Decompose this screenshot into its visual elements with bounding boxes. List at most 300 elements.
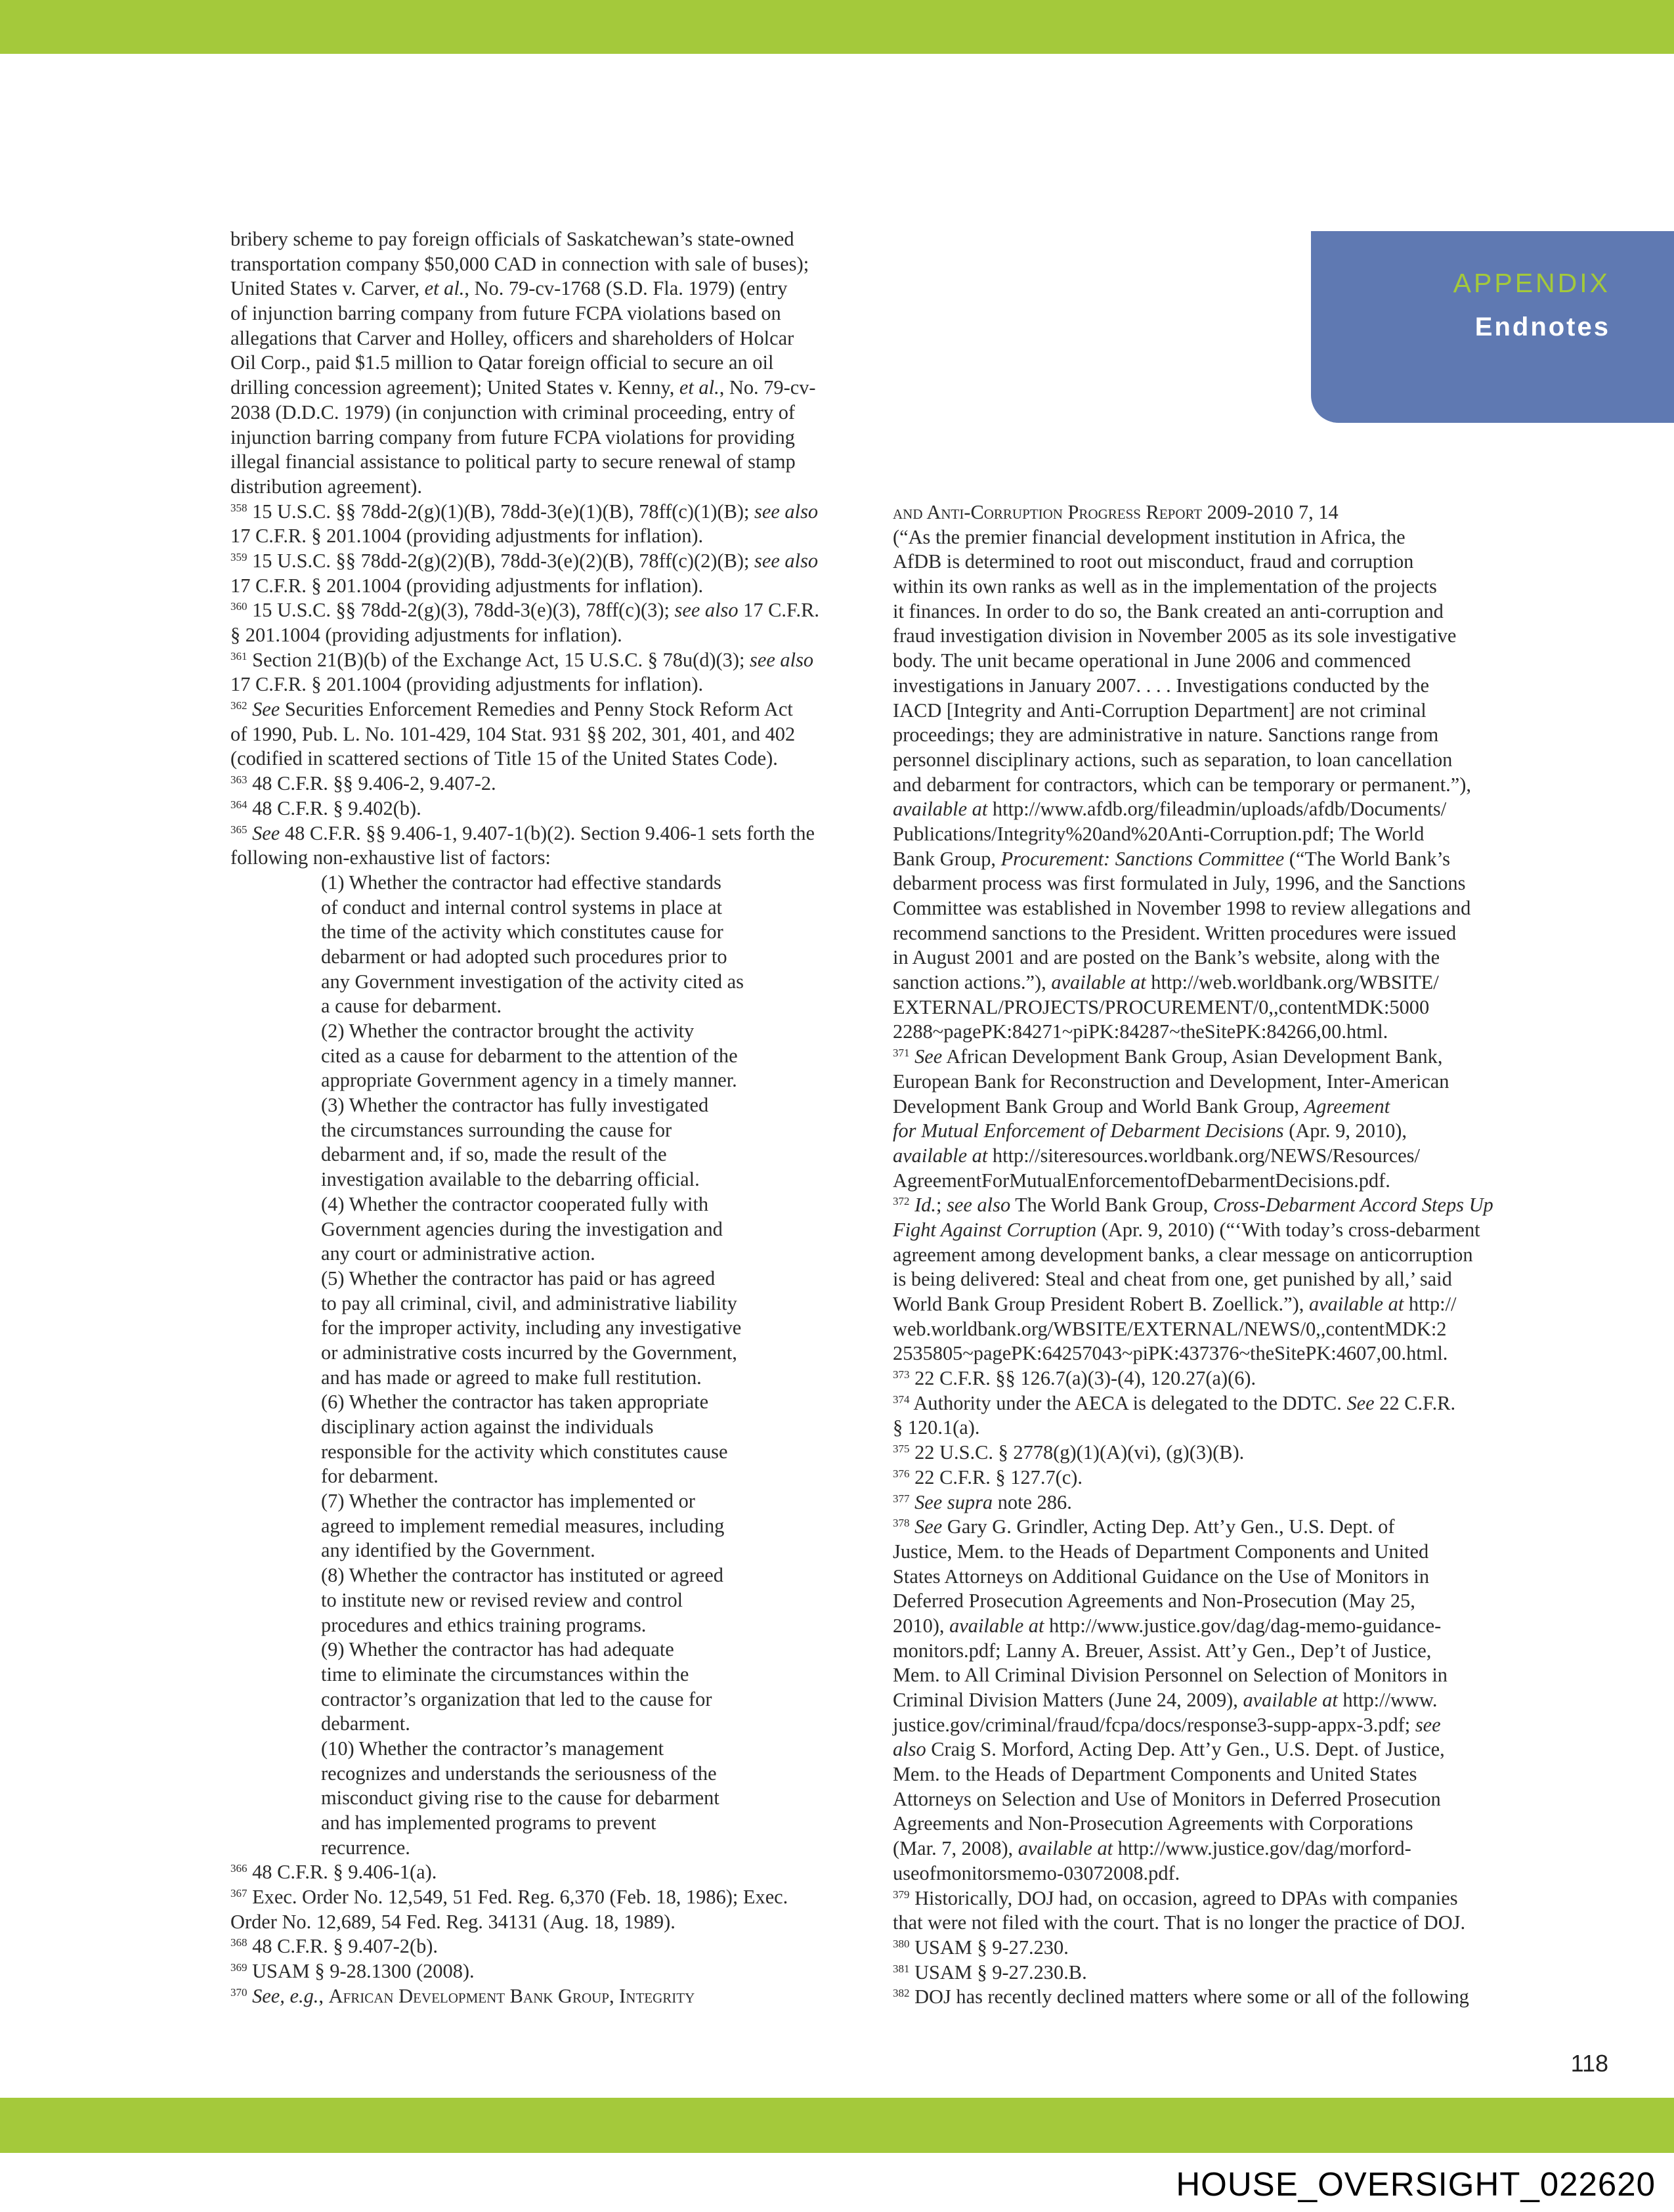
text-segment: USAM § 9-27.230. <box>909 1936 1069 1959</box>
text-segment: Mem. to the Heads of Department Components and United States <box>893 1763 1417 1786</box>
endnote-number: 367 <box>230 1887 247 1900</box>
text-segment: proceedings; they are administrative in nature. Sanctions range from <box>893 724 1439 747</box>
endnote-number: 370 <box>230 1985 247 1999</box>
endnote-number: 382 <box>893 1987 910 2000</box>
text-segment: Bank Group, <box>893 847 1001 870</box>
text-segment: available at <box>1018 1837 1113 1860</box>
endnote-number: 378 <box>893 1517 910 1530</box>
text-line <box>230 598 834 623</box>
text-segment: (9) Whether the contractor has had adequate <box>321 1638 674 1661</box>
text-segment: , <box>318 1984 329 2007</box>
text-segment: Gary G. Grindler, Acting Dep. Att’y Gen., U.S. Dept. of <box>942 1515 1395 1538</box>
text-segment: Agreement <box>1304 1095 1390 1117</box>
text-segment: available at <box>1051 971 1146 994</box>
text-line <box>230 871 834 896</box>
text-line <box>230 401 834 425</box>
text-line <box>230 1563 834 1588</box>
text-line <box>893 1565 1497 1590</box>
text-segment: see also <box>754 549 819 572</box>
text-line <box>230 1291 834 1316</box>
endnote-number: 380 <box>893 1937 910 1950</box>
text-segment: and Anti-Corruption Progress Report <box>893 501 1203 523</box>
text-segment: available at <box>893 798 988 821</box>
text-line <box>230 351 834 376</box>
endnote-number: 373 <box>893 1368 910 1381</box>
text-line <box>893 1762 1497 1787</box>
text-line <box>893 1341 1497 1366</box>
text-segment: following non-exhaustive list of factors: <box>230 846 551 869</box>
page-number: 118 <box>1570 2050 1608 2077</box>
text-segment: Securities Enforcement Remedies and Penny Stock Reform Act <box>280 698 793 721</box>
endnote-number: 362 <box>230 699 247 712</box>
text-line <box>893 1836 1497 1861</box>
text-segment: available at <box>949 1614 1044 1637</box>
text-line <box>230 1142 834 1167</box>
text-segment: any identified by the Government. <box>321 1539 595 1562</box>
text-line <box>893 1688 1497 1713</box>
text-segment <box>910 1194 915 1216</box>
text-line <box>230 524 834 549</box>
text-segment: and has implemented programs to prevent <box>321 1811 656 1834</box>
text-segment: see also <box>750 648 814 671</box>
text-segment: 15 U.S.C. §§ 78dd-2(g)(1)(B), 78dd-3(e)(1)(B), 78ff(c)(1)(B); <box>247 500 755 523</box>
text-line <box>230 425 834 450</box>
text-segment: for the improper activity, including any investigative <box>321 1316 742 1339</box>
text-segment: injunction barring company from future FCPA violations for providing <box>230 425 795 448</box>
text-segment: 48 C.F.R. § 9.406-1(a). <box>247 1861 437 1884</box>
text-line <box>230 1489 834 1514</box>
text-line <box>893 896 1497 921</box>
text-segment: Historically, DOJ had, on occasion, agreed to DPAs with companies <box>909 1886 1458 1909</box>
text-segment: (8) Whether the contractor has instituted or agreed <box>321 1564 723 1587</box>
text-segment: available at <box>1308 1293 1404 1315</box>
text-line <box>230 1637 834 1662</box>
text-line <box>893 945 1497 970</box>
text-segment: EXTERNAL/PROJECTS/PROCUREMENT/0,,contentMDK:5000 <box>893 995 1430 1018</box>
text-segment: Publications/Integrity%20and%20Anti-Corruption.pdf; The World <box>893 822 1425 845</box>
endnotes-right-column <box>893 500 1497 2010</box>
text-line <box>230 376 834 401</box>
text-line <box>230 1712 834 1737</box>
text-segment: also <box>893 1738 926 1761</box>
text-line <box>893 1144 1497 1169</box>
section-title: APPENDIX <box>1453 268 1610 298</box>
text-segment: it finances. In order to do so, the Bank created an anti-corruption and <box>893 599 1444 622</box>
text-segment: Mem. to All Criminal Division Personnel on Selection of Monitors in <box>893 1664 1448 1687</box>
text-segment: 2009-2010 7, 14 <box>1202 501 1339 523</box>
text-line <box>893 1663 1497 1688</box>
text-line <box>893 1045 1497 1070</box>
text-segment: § 120.1(a). <box>893 1416 980 1439</box>
text-segment: Attorneys on Selection and Use of Monitors in Deferred Prosecution <box>893 1787 1441 1810</box>
text-segment: illegal financial assistance to political party to secure renewal of stamp <box>230 450 796 473</box>
text-segment: 17 C.F.R. § 201.1004 (providing adjustments for inflation). <box>230 574 704 597</box>
text-line <box>893 500 1497 525</box>
endnote-number: 369 <box>230 1961 247 1974</box>
text-segment: AfDB is determined to root out misconduct, fraud and corruption <box>893 550 1414 573</box>
text-line <box>893 1366 1497 1391</box>
text-segment: in August 2001 and are posted on the Bank’s website, along with the <box>893 946 1440 969</box>
text-line <box>230 771 834 796</box>
text-line <box>893 1193 1497 1218</box>
endnote-number: 363 <box>230 773 247 787</box>
endnote-number: 374 <box>893 1393 910 1406</box>
text-segment: Development Bank Group and World Bank Group, <box>893 1095 1304 1117</box>
text-line <box>230 796 834 821</box>
text-line <box>230 672 834 697</box>
text-line <box>230 500 834 525</box>
text-segment: procedures and ethics training programs. <box>321 1613 647 1636</box>
endnote-number: 372 <box>893 1195 910 1208</box>
text-line <box>230 1390 834 1415</box>
text-line <box>230 1192 834 1217</box>
text-segment: 15 U.S.C. §§ 78dd-2(g)(2)(B), 78dd-3(e)(2)(B), 78ff(c)(2)(B); <box>247 549 755 572</box>
text-segment: DOJ has recently declined matters where some or all of the following <box>909 1985 1469 2008</box>
text-segment: http://www. <box>1337 1689 1438 1711</box>
text-segment: § 201.1004 (providing adjustments for inflation). <box>230 624 622 646</box>
text-segment: Order No. 12,689, 54 Fed. Reg. 34131 (Aug. 18, 1989). <box>230 1910 676 1933</box>
text-segment: available at <box>1243 1689 1338 1711</box>
text-segment: USAM § 9-28.1300 (2008). <box>247 1960 475 1983</box>
text-segment: (“As the premier financial development institution in Africa, the <box>893 525 1406 548</box>
text-line <box>230 1860 834 1885</box>
text-segment: Authority under the AECA is delegated to the DDTC. <box>909 1391 1347 1414</box>
text-line <box>893 1515 1497 1540</box>
text-segment: 2535805~pagePK:64257043~piPK:437376~theSitePK:4607,00.html. <box>893 1342 1448 1365</box>
text-line <box>230 301 834 326</box>
text-line <box>893 1811 1497 1836</box>
text-segment: recognizes and understands the seriousness of the <box>321 1762 717 1785</box>
text-segment <box>910 1491 915 1513</box>
text-segment: 48 C.F.R. §§ 9.406-2, 9.407-2. <box>247 772 496 795</box>
text-line <box>230 920 834 945</box>
text-line <box>893 773 1497 798</box>
text-line <box>230 648 834 673</box>
text-line <box>893 624 1497 649</box>
text-segment: http://www.afdb.org/fileadmin/uploads/afdb/Documents/ <box>987 798 1447 821</box>
endnote-number: 359 <box>230 550 247 563</box>
endnote-number: 371 <box>893 1047 910 1060</box>
text-segment: 22 C.F.R. <box>1374 1391 1456 1414</box>
text-line <box>893 822 1497 847</box>
text-line <box>893 1787 1497 1812</box>
text-line <box>893 1218 1497 1243</box>
text-line <box>230 252 834 277</box>
text-segment: 17 C.F.R. § 201.1004 (providing adjustments for inflation). <box>230 673 704 696</box>
text-segment: sanction actions.”), <box>893 971 1052 994</box>
text-line <box>893 1589 1497 1614</box>
text-line <box>893 748 1497 773</box>
text-segment: 22 C.F.R. §§ 126.7(a)(3)-(4), 120.27(a)(6). <box>909 1367 1256 1390</box>
text-line <box>230 1316 834 1341</box>
endnote-number: 377 <box>893 1492 910 1505</box>
text-segment: note 286. <box>993 1490 1072 1513</box>
text-line <box>893 1465 1497 1490</box>
text-segment: and debarment for contractors, which can be temporary or permanent.”), <box>893 773 1471 796</box>
bates-number: HOUSE_OVERSIGHT_022620 <box>1176 2165 1656 2203</box>
text-segment: Id. <box>914 1194 937 1217</box>
text-segment: recommend sanctions to the President. Written procedures were issued <box>893 921 1457 944</box>
text-segment: 2038 (D.D.C. 1979) (in conjunction with criminal proceeding, entry of <box>230 401 796 423</box>
text-segment: recurrence. <box>321 1836 410 1859</box>
text-line <box>230 549 834 574</box>
text-segment: (10) Whether the contractor’s management <box>321 1737 664 1760</box>
text-line <box>230 1786 834 1811</box>
text-segment: , No. 79-cv-1768 (S.D. Fla. 1979) (entry <box>464 277 788 300</box>
endnote-number: 360 <box>230 600 247 613</box>
text-segment: , No. 79-cv- <box>719 376 816 399</box>
text-segment: 22 C.F.R. § 127.7(c). <box>909 1465 1083 1488</box>
text-segment: The World Bank Group, <box>1010 1194 1213 1217</box>
text-segment: useofmonitorsmemo-03072008.pdf. <box>893 1861 1180 1884</box>
text-segment: (Apr. 9, 2010), <box>1283 1119 1407 1142</box>
text-line <box>893 1614 1497 1639</box>
text-segment: or administrative costs incurred by the Government, <box>321 1341 737 1364</box>
text-line <box>893 575 1497 599</box>
text-segment: the time of the activity which constitutes cause for <box>321 921 723 943</box>
text-segment: Fight Against Corruption <box>893 1218 1097 1241</box>
text-line <box>893 599 1497 624</box>
text-segment: See, e.g. <box>252 1984 319 2007</box>
text-line <box>893 1317 1497 1342</box>
text-segment <box>247 822 253 844</box>
text-line <box>893 921 1497 946</box>
endnote-number: 375 <box>893 1442 910 1456</box>
text-line <box>230 1267 834 1291</box>
text-line <box>230 475 834 500</box>
text-segment: IACD [Integrity and Anti-Corruption Department] are not criminal <box>893 699 1427 722</box>
text-line <box>230 1934 834 1959</box>
text-segment: 48 C.F.R. § 9.407-2(b). <box>247 1935 439 1958</box>
text-segment: 15 U.S.C. §§ 78dd-2(g)(3), 78dd-3(e)(3), 78ff(c)(3); <box>247 599 675 622</box>
text-line <box>230 1415 834 1440</box>
text-line <box>230 1217 834 1242</box>
text-segment: body. The unit became operational in June 2006 and commenced <box>893 649 1411 672</box>
text-line <box>893 1961 1497 1985</box>
text-segment: any court or administrative action. <box>321 1242 595 1265</box>
text-segment: transportation company $50,000 CAD in connection with sale of buses); <box>230 252 809 275</box>
text-segment: Justice, Mem. to the Heads of Department Components and United <box>893 1540 1429 1563</box>
text-line <box>893 1070 1497 1095</box>
text-line <box>230 970 834 995</box>
text-line <box>893 1292 1497 1317</box>
text-segment: et al. <box>679 376 719 399</box>
text-line <box>230 1737 834 1762</box>
endnotes-left-column <box>230 227 834 2009</box>
text-line <box>893 970 1497 995</box>
text-segment: http:// <box>1404 1293 1457 1315</box>
text-line <box>230 574 834 599</box>
text-segment: disciplinary action against the individuals <box>321 1416 654 1438</box>
text-segment: for debarment. <box>321 1465 439 1488</box>
text-line <box>893 1985 1497 2010</box>
endnote-number: 376 <box>893 1467 910 1480</box>
text-segment: See <box>252 698 280 721</box>
text-segment: allegations that Carver and Holley, officers and shareholders of Holcar <box>230 326 794 349</box>
text-segment: European Bank for Reconstruction and Development, Inter-American <box>893 1070 1449 1093</box>
text-segment: (1) Whether the contractor had effective standards <box>321 871 721 894</box>
text-segment: see also <box>947 1194 1011 1217</box>
text-segment: investigation available to the debarring official. <box>321 1168 700 1191</box>
text-segment: 17 C.F.R. <box>738 599 819 622</box>
text-segment: within its own ranks as well as in the implementation of the projects <box>893 575 1437 598</box>
text-segment: (“The World Bank’s <box>1284 847 1450 870</box>
text-line <box>893 1713 1497 1738</box>
text-segment: See supra <box>914 1490 993 1513</box>
text-line <box>893 649 1497 674</box>
text-segment: http://www.justice.gov/dag/dag-memo-guidance- <box>1044 1614 1442 1637</box>
text-segment: misconduct giving rise to the cause for debarment <box>321 1787 719 1810</box>
bottom-accent-band <box>0 2098 1674 2153</box>
text-segment <box>247 698 253 720</box>
endnote-number: 361 <box>230 649 247 662</box>
text-segment: (7) Whether the contractor has implemented or <box>321 1490 695 1513</box>
text-line <box>230 623 834 648</box>
text-segment: debarment or had adopted such procedures prior to <box>321 945 727 968</box>
text-line <box>230 1044 834 1069</box>
text-segment: contractor’s organization that led to the cause for <box>321 1687 712 1710</box>
text-segment: (4) Whether the contractor cooperated fully with <box>321 1192 709 1215</box>
text-line <box>230 722 834 747</box>
text-segment: 22 U.S.C. § 2778(g)(1)(A)(vi), (g)(3)(B). <box>909 1441 1245 1464</box>
text-segment: http://siteresources.worldbank.org/NEWS/Resources/ <box>987 1144 1420 1167</box>
text-line <box>893 1861 1497 1886</box>
text-segment: of conduct and internal control systems in place at <box>321 896 723 919</box>
text-line <box>893 1243 1497 1268</box>
text-segment: Agreements and Non-Prosecution Agreements with Corporations <box>893 1812 1413 1835</box>
text-segment: any Government investigation of the activity cited as <box>321 970 744 993</box>
text-line <box>893 995 1497 1020</box>
text-segment: is being delivered: Steal and cheat from one, get punished by all,’ said <box>893 1268 1452 1291</box>
text-segment <box>910 1045 915 1068</box>
text-line <box>893 871 1497 896</box>
text-segment: monitors.pdf; Lanny A. Breuer, Assist. Att’y Gen., Dep’t of Justice, <box>893 1639 1432 1662</box>
text-line <box>230 276 834 301</box>
text-line <box>230 1662 834 1687</box>
text-line <box>893 550 1497 575</box>
text-line <box>230 1514 834 1539</box>
text-segment: Criminal Division Matters (June 24, 2009), <box>893 1689 1243 1711</box>
text-segment: of injunction barring company from future FCPA violations based on <box>230 302 781 325</box>
text-line <box>893 1886 1497 1911</box>
text-segment: personnel disciplinary actions, such as separation, to loan cancellation <box>893 748 1453 771</box>
text-segment: (Mar. 7, 2008), <box>893 1837 1018 1860</box>
text-line <box>230 1440 834 1465</box>
text-line <box>230 1687 834 1712</box>
endnote-number: 364 <box>230 798 247 811</box>
text-segment: debarment and, if so, made the result of the <box>321 1143 667 1166</box>
endnote-number: 358 <box>230 501 247 514</box>
text-line <box>230 1464 834 1489</box>
text-segment: World Bank Group President Robert B. Zoellick.”), <box>893 1293 1309 1315</box>
text-line <box>230 1093 834 1118</box>
text-segment: (6) Whether the contractor has taken appropriate <box>321 1391 709 1414</box>
text-line <box>230 1984 834 2009</box>
text-line <box>230 450 834 475</box>
text-line <box>230 1762 834 1787</box>
text-segment: bribery scheme to pay foreign officials of Saskatchewan’s state-owned <box>230 228 794 250</box>
text-segment: 2288~pagePK:84271~piPK:84287~theSitePK:84266,00.html. <box>893 1020 1388 1043</box>
text-line <box>230 227 834 252</box>
text-segment: Section 21(B)(b) of the Exchange Act, 15 U.S.C. § 78u(d)(3); <box>247 648 750 671</box>
text-line <box>893 1416 1497 1441</box>
text-segment: agreed to implement remedial measures, including <box>321 1514 725 1537</box>
text-line <box>230 747 834 771</box>
text-segment: the circumstances surrounding the cause for <box>321 1118 672 1141</box>
text-segment: 48 C.F.R. §§ 9.406-1, 9.407-1(b)(2). Section 9.406-1 sets forth the <box>280 821 815 844</box>
text-segment: African Development Bank Group, Asian Development Bank, <box>942 1045 1443 1068</box>
text-segment: debarment process was first formulated in July, 1996, and the Sanctions <box>893 872 1466 895</box>
text-segment <box>910 1515 915 1538</box>
endnote-number: 365 <box>230 823 247 836</box>
text-segment: see also <box>754 500 819 523</box>
text-line <box>893 1441 1497 1465</box>
text-line <box>893 1639 1497 1664</box>
text-line <box>230 1959 834 1984</box>
text-segment: appropriate Government agency in a timely manner. <box>321 1069 737 1092</box>
text-line <box>893 1540 1497 1565</box>
text-segment: agreement among development banks, a clear message on anticorruption <box>893 1243 1473 1266</box>
text-segment: (codified in scattered sections of Title 15 of the United States Code). <box>230 747 778 770</box>
text-segment: investigations in January 2007. . . . Investigations conducted by the <box>893 674 1430 697</box>
text-segment: Cross-Debarment Accord Steps Up <box>1213 1194 1493 1217</box>
text-segment: (5) Whether the contractor has paid or has agreed <box>321 1267 716 1290</box>
endnote-number: 381 <box>893 1962 910 1975</box>
text-line <box>893 525 1497 550</box>
text-line <box>230 1811 834 1836</box>
text-segment: drilling concession agreement); United States v. Kenny, <box>230 376 679 399</box>
text-line <box>230 821 834 846</box>
text-segment: (3) Whether the contractor has fully investigated <box>321 1094 709 1117</box>
endnote-number: 368 <box>230 1936 247 1949</box>
text-line <box>230 697 834 722</box>
text-segment: http://www.justice.gov/dag/morford- <box>1113 1837 1411 1860</box>
text-line <box>893 1119 1497 1144</box>
text-segment: Craig S. Morford, Acting Dep. Att’y Gen., U.S. Dept. of Justice, <box>926 1738 1445 1761</box>
text-line <box>893 674 1497 699</box>
text-line <box>230 896 834 921</box>
text-segment: to pay all criminal, civil, and administrative liability <box>321 1291 737 1314</box>
text-segment: AgreementForMutualEnforcementofDebarmentDecisions.pdf. <box>893 1169 1390 1192</box>
text-segment: Procurement: Sanctions Committee <box>1000 847 1285 870</box>
text-segment: USAM § 9-27.230.B. <box>909 1961 1087 1984</box>
text-line <box>230 1366 834 1391</box>
text-segment: States Attorneys on Additional Guidance on the Use of Monitors in <box>893 1565 1430 1588</box>
text-line <box>893 723 1497 748</box>
text-segment: (Apr. 9, 2010) (“‘With today’s cross-debarment <box>1096 1218 1480 1241</box>
text-line <box>893 1936 1497 1961</box>
text-segment: 48 C.F.R. § 9.402(b). <box>247 796 421 819</box>
text-line <box>893 797 1497 822</box>
top-accent-band <box>0 0 1674 54</box>
text-segment: United States v. Carver, <box>230 277 425 300</box>
text-segment: Government agencies during the investigation and <box>321 1217 723 1240</box>
text-line <box>893 1267 1497 1292</box>
text-segment: Deferred Prosecution Agreements and Non-Prosecution (May 25, <box>893 1590 1415 1613</box>
text-segment: for Mutual Enforcement of Debarment Decisions <box>893 1119 1284 1142</box>
text-line <box>230 1836 834 1861</box>
text-line <box>893 1737 1497 1762</box>
text-line <box>230 945 834 970</box>
section-subtitle: Endnotes <box>1474 313 1610 341</box>
text-segment: a cause for debarment. <box>321 995 502 1018</box>
text-line <box>230 1019 834 1044</box>
text-segment: 2010), <box>893 1614 950 1637</box>
text-line <box>230 326 834 351</box>
text-segment: Oil Corp., paid $1.5 million to Qatar foreign official to secure an oil <box>230 351 774 374</box>
text-line <box>893 1169 1497 1194</box>
text-segment: See <box>252 821 280 844</box>
